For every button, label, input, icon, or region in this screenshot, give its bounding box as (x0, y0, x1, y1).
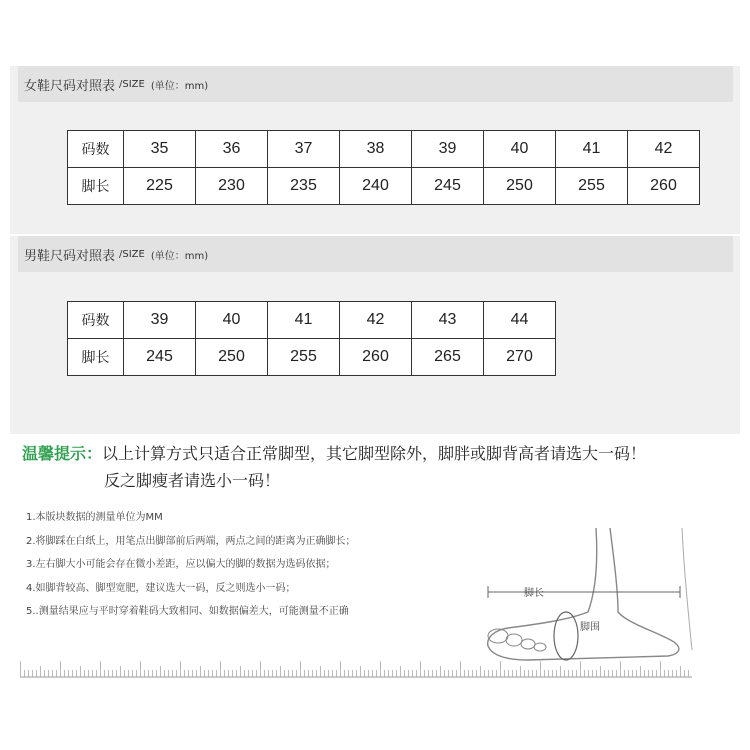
note-item: 4.如脚背较高、脚型宽肥，建议选大一码，反之则选小一码； (26, 582, 296, 594)
men-size-panel (10, 236, 740, 434)
men-size-label: /SIZE (119, 248, 145, 260)
size-cell: 38 (340, 131, 412, 168)
note-item: 3.左右脚大小可能会存在微小差距，应以偏大的脚的数据为选码依据； (26, 559, 336, 570)
women-size-table (67, 130, 700, 205)
length-cell: 270 (484, 339, 556, 376)
women-panel-title (18, 66, 733, 102)
note-item: 1.本版块数据的测量单位为MM (26, 512, 163, 523)
length-cell: 235 (268, 168, 340, 205)
men-panel-title (18, 236, 733, 272)
note-item: 5..测量结果应与平时穿着鞋码大致相同、如数据偏差大，可能测量不正确 (26, 606, 349, 617)
row-header-size: 码数 (68, 131, 124, 168)
length-cell: 265 (412, 339, 484, 376)
men-size-table (67, 301, 556, 376)
women-length-row (68, 168, 700, 205)
length-cell: 255 (556, 168, 628, 205)
size-cell: 40 (484, 131, 556, 168)
length-cell: 230 (196, 168, 268, 205)
size-cell: 35 (124, 131, 196, 168)
foot-length-label: 脚长 (524, 588, 544, 599)
size-cell: 41 (556, 131, 628, 168)
size-cell: 42 (628, 131, 700, 168)
length-cell: 260 (628, 168, 700, 205)
tip-text-1: 以上计算方式只适合正常脚型，其它脚型除外，脚胖或脚背高者请选大一码！ (102, 444, 647, 463)
foot-outline-icon (468, 520, 708, 670)
size-cell: 43 (412, 302, 484, 339)
length-cell: 225 (124, 168, 196, 205)
women-size-label: /SIZE (119, 78, 145, 90)
ruler-graphic (20, 654, 692, 678)
men-size-row (68, 302, 556, 339)
measurement-notes (26, 506, 356, 624)
length-cell: 255 (268, 339, 340, 376)
women-unit: (单位：mm) (150, 80, 209, 92)
size-cell: 37 (268, 131, 340, 168)
women-title: 女鞋尺码对照表 (24, 78, 116, 94)
row-header-length: 脚长 (68, 168, 124, 205)
length-cell: 240 (340, 168, 412, 205)
ruler-icon (20, 654, 692, 678)
men-length-row (68, 339, 556, 376)
women-size-panel (10, 66, 740, 234)
length-cell: 250 (196, 339, 268, 376)
size-cell: 44 (484, 302, 556, 339)
tip-text-2: 反之脚瘦者请选小一码！ (104, 471, 281, 490)
men-unit: (单位：mm) (150, 250, 209, 262)
size-cell: 39 (124, 302, 196, 339)
note-item: 2.将脚踩在白纸上，用笔点出脚部前后两端，两点之间的距离为正确脚长； (26, 535, 356, 547)
row-header-size: 码数 (68, 302, 124, 339)
foot-girth-label: 脚围 (580, 622, 600, 633)
women-size-row (68, 131, 700, 168)
size-cell: 40 (196, 302, 268, 339)
size-cell: 39 (412, 131, 484, 168)
size-cell: 41 (268, 302, 340, 339)
tip-label: 温馨提示： (22, 444, 103, 463)
length-cell: 245 (124, 339, 196, 376)
length-cell: 260 (340, 339, 412, 376)
warm-tip (22, 440, 646, 494)
length-cell: 250 (484, 168, 556, 205)
length-cell: 245 (412, 168, 484, 205)
row-header-length: 脚长 (68, 339, 124, 376)
men-title: 男鞋尺码对照表 (24, 248, 116, 264)
size-cell: 36 (196, 131, 268, 168)
size-cell: 42 (340, 302, 412, 339)
tip-line-1 (22, 440, 646, 467)
foot-diagram (468, 520, 708, 670)
